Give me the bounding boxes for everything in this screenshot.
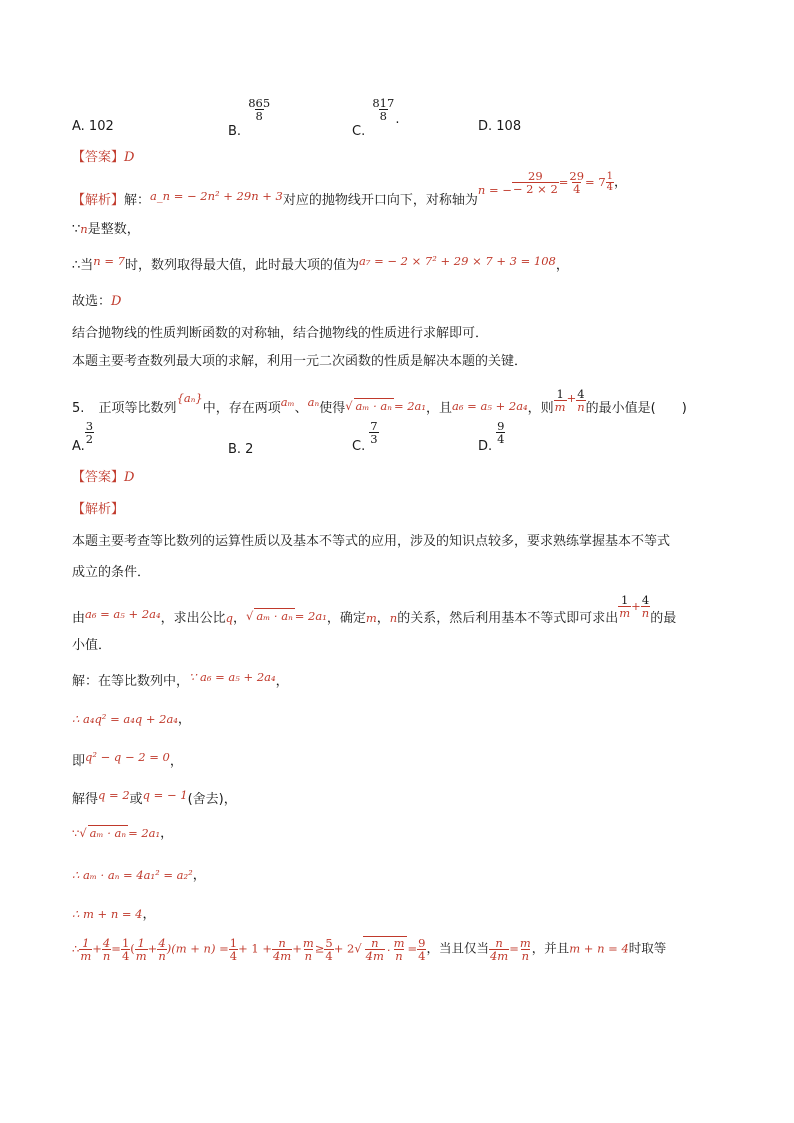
option-c: C. $\frac{817}{8}$ . [352, 96, 400, 140]
analysis-line-2: ∵n是整数， [72, 222, 140, 237]
summary-1: 结合抛物线的性质判断函数的对称轴，结合抛物线的性质进行求解即可． [72, 326, 489, 341]
step-5: ∵√ aₘ · aₙ = 2a₁， [72, 826, 174, 841]
analysis-line-1: 【解析】解：a_n = − 2n² + 29n + 3对应的抛物线开口向下，对称轴为n = − $\frac{29}{- 2 \times 2}$ = $\frac{29}{4}$ = 7 $\frac{1}{4}$ ， [72, 169, 628, 209]
step-7: ∴ m + n = 4， [72, 907, 156, 922]
choice-line: 故选：D [72, 294, 122, 309]
q5-para-1a: 本题主要考查等比数列的运算性质以及基本不等式的应用，涉及的知识点较多，要求熟练掌握基本不等式 [72, 534, 671, 549]
option-a: A. 102 [72, 119, 114, 134]
step-3: 即q² − q − 2 = 0， [72, 750, 183, 769]
answer-line: 【答案】D [72, 150, 135, 165]
step-4: 解得q = 2或q = − 1(舍去)， [72, 788, 237, 807]
q5-answer-line: 【答案】D [72, 470, 135, 485]
q5-analysis-label: 【解析】 [72, 502, 125, 517]
q5-para-1b: 成立的条件． [72, 565, 151, 580]
option-d: D. 108 [478, 119, 522, 134]
step-1: 解：在等比数列中，∵ a₆ = a₅ + 2a₄， [72, 670, 289, 689]
question-5-stem: 5. 正项等比数列{aₙ}中，存在两项aₘ、aₙ使得√ aₘ · aₙ = 2a₁，且a₆ = a₅ + 2a₄，则 $\frac{1}{m}$ + $\frac{4}{n}$ 的最小值是( ) [72, 387, 687, 417]
option-b: B. $\frac{865}{8}$ [228, 96, 271, 140]
q5-para-2b: 小值． [72, 638, 112, 653]
analysis-line-3: ∴当n = 7时，数列取得最大值，此时最大项的值为a₇ = − 2 × 7² + 29 × 7 + 3 = 108， [72, 254, 569, 273]
q5-option-a: A. $\frac{3}{2}$ [72, 419, 94, 455]
step-6: ∴ aₘ · aₙ = 4a₁² = a₂²， [72, 868, 206, 883]
q5-option-c: C. $\frac{7}{3}$ [352, 419, 378, 455]
q5-option-d: D. $\frac{9}{4}$ [478, 419, 505, 455]
step-8: ∴ $\frac{1}{m}$ + $\frac{4}{n}$ = $\frac{1}{4}$ ( $\frac{1}{m}$ + $\frac{4}{n}$ )(m + n) = $\frac{1}{4}$ + 1 + $\frac{n}{4m}$ + $\frac{m}{n}$ ≥ $\frac{5}{4}$ + 2√ $\frac{n}{4m}$ · $\frac{m}{n}$ = $\frac{9}{4}$ ，当且仅当 $\frac{n}{4m}$ = $\frac{m}{n}$ ，并且m + n = 4时取等 [72, 935, 667, 964]
step-2: ∴ a₄q² = a₄q + 2a₄， [72, 712, 191, 727]
q5-option-b: B. 2 [228, 442, 254, 457]
q5-para-2: 由a₆ = a₅ + 2a₄，求出公比q，√ aₘ · aₙ = 2a₁，确定m，n的关系，然后利用基本不等式即可求出 $\frac{1}{m}$ + $\frac{4}{n}$ 的最 [72, 593, 677, 627]
summary-2: 本题主要考查数列最大项的求解，利用一元二次函数的性质是解决本题的关键． [72, 354, 528, 369]
